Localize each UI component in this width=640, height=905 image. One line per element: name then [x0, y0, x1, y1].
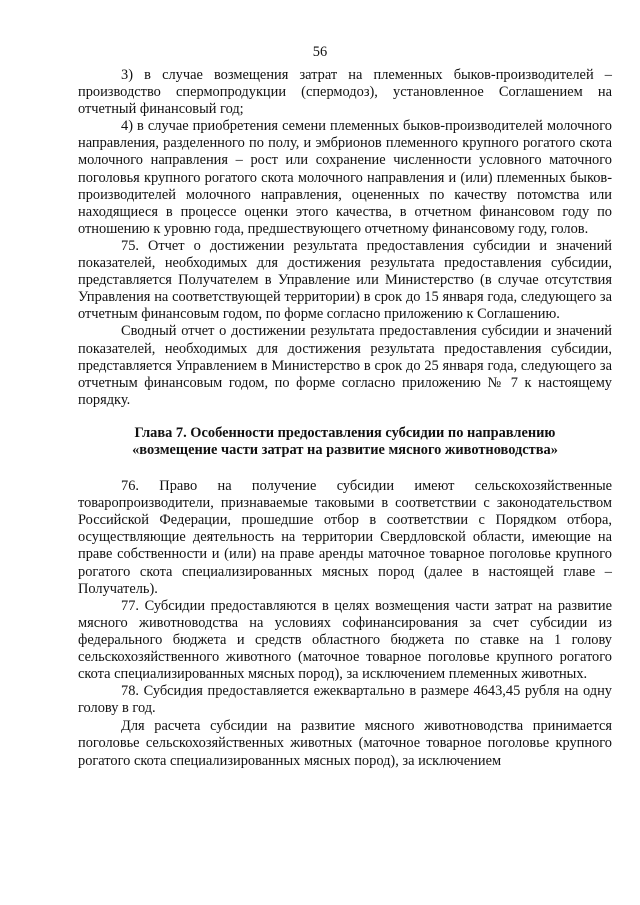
paragraph-summary-report: Сводный отчет о достижении результата предоставления субсидии и значений показателей, необходимых для достижения результата предоставления субсидии, представляется Управлением в Министерство в срок до 25 января года, следующего за отчетным финансовым годом, по форме согласно приложению № 7 к настоящему порядку.	[78, 323, 612, 408]
paragraph-item-3: 3) в случае возмещения затрат на племенных быков-производителей – производство спермопродукции (спермодоз), установленное Соглашением на отчетный финансовый год;	[78, 67, 612, 118]
chapter-heading-line-2: «возмещение части затрат на развитие мясного животноводства»	[132, 441, 558, 458]
paragraph-78: 78. Субсидия предоставляется ежеквартально в размере 4643,45 рубля на одну голову в год.	[78, 683, 612, 717]
paragraph-77: 77. Субсидии предоставляются в целях возмещения части затрат на развитие мясного животноводства на условиях софинансирования за счет субсидии из федерального бюджета и средств областного бюджета по ставке на 1 голову сельскохозяйственного животного (маточное товарное поголовье крупного рогатого скота специализированных мясных пород), за исключением племенных животных.	[78, 597, 612, 683]
paragraph-item-4: 4) в случае приобретения семени племенных быков-производителей молочного направления, разделенного по полу, и эмбрионов племенного крупного рогатого скота молочного направления – рост или сохранение численности условного маточного поголовья крупного рогатого скота молочного направления и (или) племенных быков-производителей молочного направления, оцененных по качеству потомства или находящиеся в процессе оценки этого качества, в отчетном финансовом году по отношению к уровню года, предшествующего отчетному финансовому году, голов.	[78, 118, 612, 237]
chapter-heading-line-1: Глава 7. Особенности предоставления субсидии по направлению	[134, 424, 556, 441]
page-number: 56	[312, 44, 328, 60]
paragraph-subsidy-calculation: Для расчета субсидии на развитие мясного животноводства принимается поголовье сельскохозяйственных животных (маточное товарное поголовье крупного рогатого скота специализированных мясных пород), за исключением	[78, 718, 612, 769]
paragraph-76: 76. Право на получение субсидии имеют сельскохозяйственные товаропроизводители, признаваемые таковыми в соответствии с законодательством Российской Федерации, прошедшие отбор в соответствии с Порядком отбора, осуществляющие деятельность на территории Свердловской области, имеющие на праве собственности и (или) на праве аренды маточное товарное поголовье крупного рогатого скота специализированных мясных пород (далее в настоящей главе – Получатель).	[78, 478, 612, 597]
chapter-heading	[78, 425, 612, 459]
paragraph-75: 75. Отчет о достижении результата предоставления субсидии и значений показателей, необходимых для достижения результата предоставления субсидии, представляется Получателем в Управление или Министерство (в случае отсутствия Управления на соответствующей территории) в срок до 15 января года, следующего за отчетным финансовым годом, по форме согласно приложению к Соглашению.	[78, 237, 612, 323]
document-body	[78, 67, 612, 770]
